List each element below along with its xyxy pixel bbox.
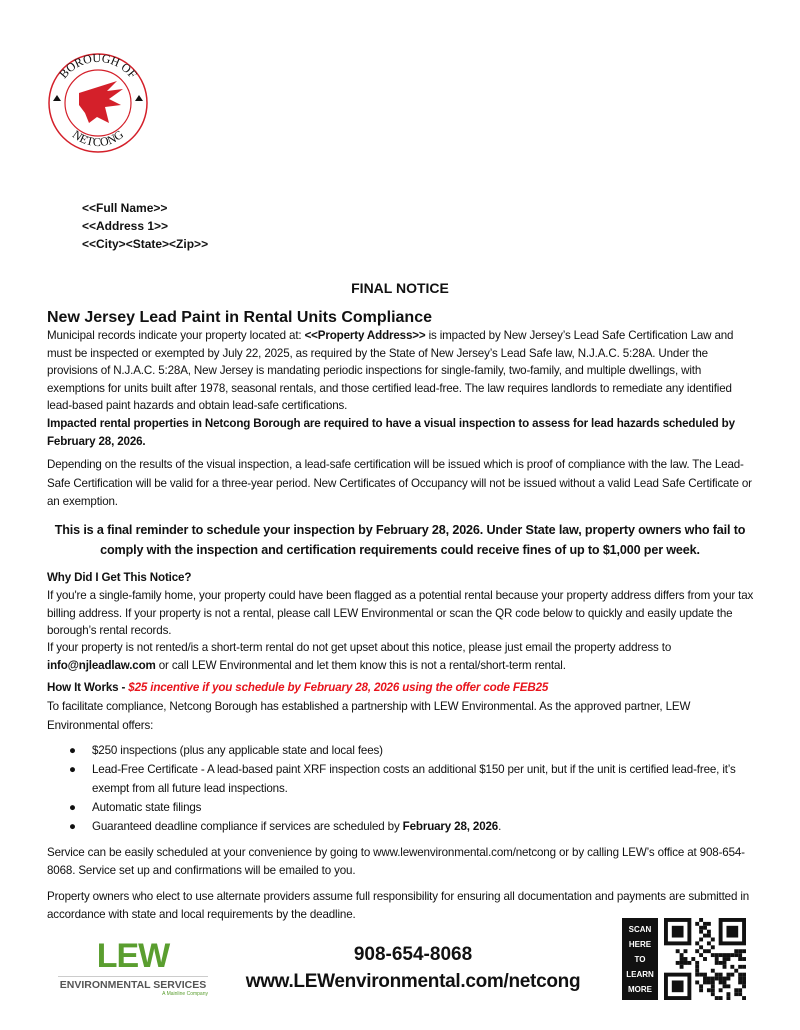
alternate-providers-paragraph: Property owners who elect to use alternate providers assume full responsibility for ensuring all documentation and payments are submitted in accordance with state and local requirements by the deadline. (47, 890, 750, 921)
certification-paragraph: Depending on the results of the visual inspection, a lead-safe certification will be issued which is proof of compliance with the law. The Lead-Safe Certification will be valid for a three-year period. New Certificates of Occupancy will not be issued without a valid Lead Safe Certificate or an exemption. (47, 458, 752, 508)
why-text-2: If your property is not rented/is a short-term rental do not get upset about this notice, please just email the property address to info@njleadlaw.com or call LEW Environmental and let them know this is not a rental/short-term rental. (47, 641, 672, 672)
qr-code-block[interactable] (622, 918, 748, 1000)
lew-logo: LEW ENVIRONMENTAL SERVICES A Mainline Company (59, 937, 208, 997)
inspection-requirement: Impacted rental properties in Netcong Borough are required to have a visual inspection to assess for lead hazards scheduled by February 28, 2026. (47, 417, 735, 448)
recipient-name: <<Full Name>> (82, 201, 168, 215)
email-link[interactable]: info@njleadlaw.com (47, 658, 156, 672)
borough-logo (45, 45, 151, 161)
list-item: ● $250 inspections (plus any applicable state and local fees) (69, 744, 383, 757)
final-reminder: This is a final reminder to schedule your inspection by February 28, 2026. Under State law, property owners who fail to comply with the inspection and certification requirements could receive fines of up to $1,000 per week. (54, 523, 746, 557)
svg-text:NETCONG: NETCONG (69, 127, 127, 150)
how-heading: How It Works - $25 incentive if you schedule by February 28, 2026 using the offer code FEB25 (47, 681, 549, 694)
property-address: <<Property Address>> (304, 329, 426, 342)
list-item: ● Guaranteed deadline compliance if services are scheduled by February 28, 2026. (69, 820, 502, 833)
why-heading: Why Did I Get This Notice? (47, 571, 192, 584)
svg-text:BOROUGH OF: BOROUGH OF (56, 50, 140, 81)
why-text: If you're a single-family home, your property could have been flagged as a potential rental because your property address differs from your tax billing address. If your property is not a rental, please call LEW Environmental or scan the QR code below to quickly and easily update the borough’s rental records. (47, 589, 754, 637)
page-heading: New Jersey Lead Paint in Rental Units Compliance (47, 309, 432, 326)
footer-phone[interactable]: 908-654-8068 (353, 944, 473, 965)
service-paragraph: Service can be easily scheduled at your convenience by going to www.lewenvironmental.com/netcong or by calling LEW’s office at 908-654-8068. Service set up and confirmations will be emailed to you. (47, 846, 745, 877)
incentive-offer: $25 incentive if you schedule by February 28, 2026 using the offer code FEB25 (128, 681, 549, 694)
list-item: ● Lead-Free Certificate - A lead-based paint XRF inspection costs an additional $150 per unit, but if the unit is certified lead-free, it’s exempt from all future lead inspections. (69, 763, 736, 795)
qr-code-icon (664, 918, 746, 1000)
intro-paragraph: Municipal records indicate your property located at: <<Property Address>> is impacted by New Jersey’s Lead Safe Certification Law and must be inspected or exempted by July 22, 2025, as required by the State of New Jersey’s Lead Safe law, N.J.A.C. 5:28A. Under the provisions of N.J.A.C. 5:28A, New Jersey is mandating periodic inspections for single-family, two-family, and multiple dwellings, with exemptions for units built after 1978, seasonal rentals, and those certified lead-free. The law requires landlords to remediate any identified lead-based paint hazards and obtain lead-safe certifications. (47, 329, 734, 412)
notice-title: FINAL NOTICE (351, 280, 449, 296)
how-intro: To facilitate compliance, Netcong Borough has established a partnership with LEW Environmental. As the approved partner, LEW Environmental offers: (47, 700, 691, 732)
footer-url[interactable]: www.LEWenvironmental.com/netcong (245, 971, 581, 992)
recipient-address: <<Address 1>> (82, 219, 169, 233)
offer-list (47, 741, 759, 836)
qr-label: SCAN HERE TO LEARN MORE (622, 918, 658, 1000)
list-item: ● Automatic state filings (69, 801, 202, 814)
recipient-city-state-zip: <<City><State><Zip>> (82, 237, 209, 251)
